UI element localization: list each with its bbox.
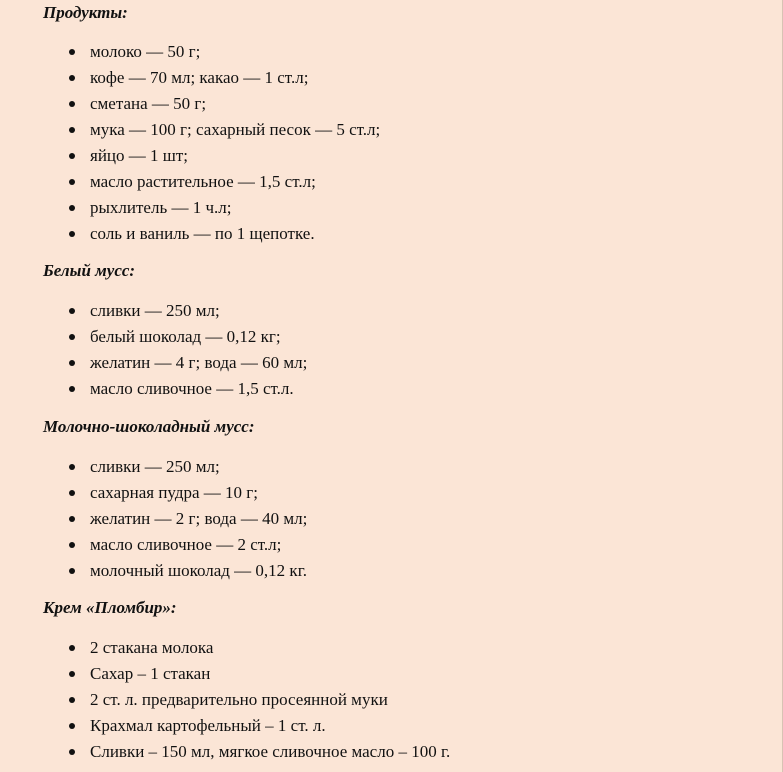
list-item-text: масло сливочное — 2 ст.л; [90,535,282,554]
list-item [0,739,450,765]
list-item [0,350,307,376]
ingredient-list-milk-chocolate-mousse [0,454,307,584]
list-item [0,91,380,117]
list-item-text: соль и ваниль — по 1 щепотке. [90,224,315,243]
ingredient-list-products [0,39,380,247]
list-item-text: Сахар – 1 стакан [90,664,211,683]
list-item [0,454,307,480]
list-item-text: молочный шоколад — 0,12 кг. [90,561,307,580]
ingredient-list-white-mousse [0,298,307,402]
bullet-icon [69,671,75,677]
bullet-icon [69,49,75,55]
list-item [0,506,307,532]
list-item-text: масло растительное — 1,5 ст.л; [90,172,316,191]
list-item [0,324,307,350]
bullet-icon [69,334,75,340]
bullet-icon [69,516,75,522]
list-item-text: рыхлитель — 1 ч.л; [90,198,232,217]
list-item [0,221,380,247]
bullet-icon [69,205,75,211]
section-title-products: Продукты: [43,3,128,22]
bullet-icon [69,360,75,366]
list-item [0,558,307,584]
list-item [0,532,307,558]
list-item [0,635,450,661]
bullet-icon [69,153,75,159]
bullet-icon [69,697,75,703]
list-item-text: 2 ст. л. предварительно просеянной муки [90,690,388,709]
list-item [0,480,307,506]
list-item-text: масло сливочное — 1,5 ст.л. [90,379,294,398]
list-item-text: кофе — 70 мл; какао — 1 ст.л; [90,68,309,87]
list-item [0,65,380,91]
section-title-milk-chocolate-mousse: Молочно-шоколадный мусс: [43,417,255,436]
list-item-text: сахарная пудра — 10 г; [90,483,258,502]
bullet-icon [69,101,75,107]
list-item [0,687,450,713]
list-item [0,143,380,169]
section-title-white-mousse: Белый мусс: [43,261,136,280]
list-item-text: сметана — 50 г; [90,94,207,113]
list-item-text: Сливки – 150 мл, мягкое сливочное масло – 100 г. [90,742,451,761]
bullet-icon [69,568,75,574]
list-item [0,298,307,324]
list-item-text: мука — 100 г; сахарный песок — 5 ст.л; [90,120,381,139]
bullet-icon [69,490,75,496]
bullet-icon [69,179,75,185]
bullet-icon [69,386,75,392]
list-item-text: сливки — 250 мл; [90,301,220,320]
list-item-text: желатин — 2 г; вода — 40 мл; [90,509,308,528]
bullet-icon [69,464,75,470]
list-item-text: молоко — 50 г; [90,42,201,61]
section-title-plombir-cream: Крем «Пломбир»: [43,598,177,617]
bullet-icon [69,127,75,133]
list-item-text: сливки — 250 мл; [90,457,220,476]
list-item [0,117,380,143]
list-item [0,661,450,687]
list-item-text: Крахмал картофельный – 1 ст. л. [90,716,326,735]
list-item [0,376,307,402]
list-item [0,39,380,65]
list-item [0,195,380,221]
bullet-icon [69,542,75,548]
bullet-icon [69,723,75,729]
list-item-text: яйцо — 1 шт; [90,146,189,165]
bullet-icon [69,308,75,314]
list-item [0,713,450,739]
bullet-icon [69,749,75,755]
list-item [0,169,380,195]
ingredient-list-plombir-cream [0,635,450,765]
bullet-icon [69,645,75,651]
list-item-text: 2 стакана молока [90,638,214,657]
list-item-text: белый шоколад — 0,12 кг; [90,327,281,346]
list-item-text: желатин — 4 г; вода — 60 мл; [90,353,308,372]
bullet-icon [69,231,75,237]
bullet-icon [69,75,75,81]
